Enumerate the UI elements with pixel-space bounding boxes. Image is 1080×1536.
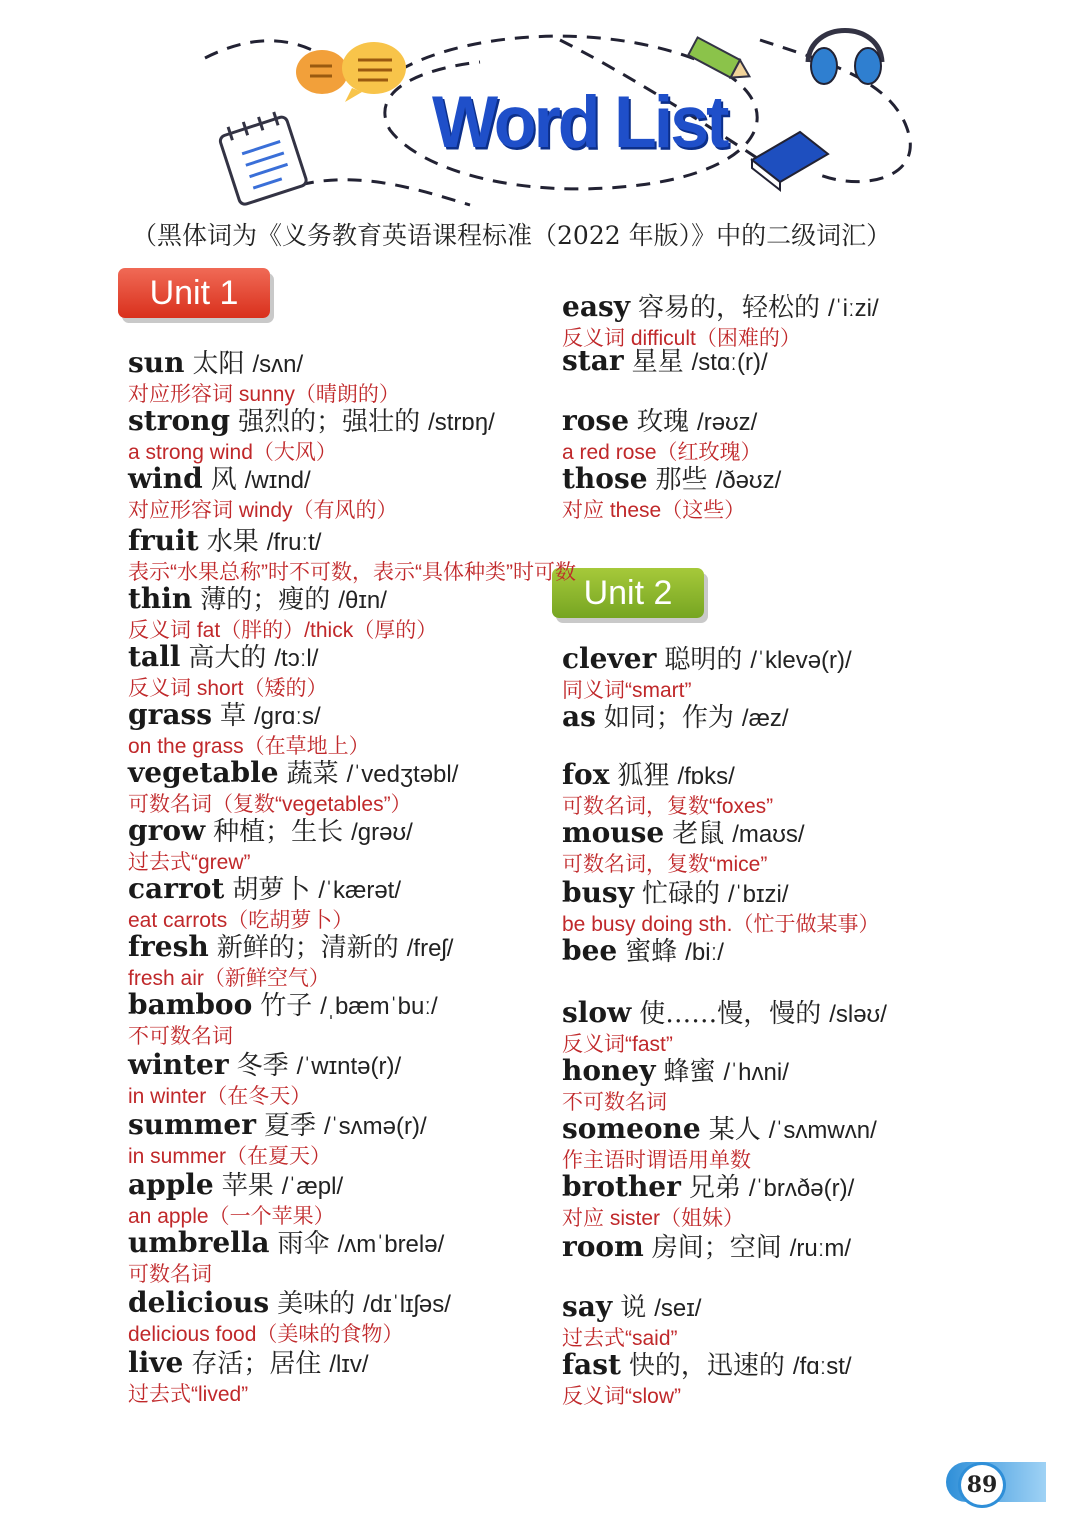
- headword: star: [562, 344, 624, 377]
- usage-note: 不可数名词: [128, 1025, 233, 1048]
- chinese-meaning: 冬季: [236, 1051, 289, 1081]
- headword: thin: [128, 582, 193, 615]
- phonetic: /ˈkærət/: [318, 877, 402, 904]
- word-entry-headline: [562, 404, 762, 440]
- word-entry-headline: [128, 404, 495, 440]
- headphones-icon: [808, 31, 882, 85]
- word-entry-headline: [562, 934, 724, 970]
- word-entry-headline: [128, 582, 437, 618]
- phonetic: /fɒks/: [677, 763, 735, 790]
- word-entry: [128, 582, 437, 644]
- word-entry-headline: [562, 816, 805, 852]
- word-entry: [128, 814, 413, 876]
- headword: bamboo: [128, 988, 253, 1021]
- headword: honey: [562, 1054, 656, 1087]
- phonetic: /ˈwɪntə(r)/: [296, 1053, 402, 1080]
- phonetic: /grəʊ/: [351, 819, 413, 846]
- phonetic: /ˈsʌmwʌn/: [768, 1117, 877, 1144]
- phonetic: /ˌbæmˈbuː/: [320, 993, 438, 1020]
- word-entry-headline: [128, 640, 328, 676]
- unit-1-badge: Unit 1: [118, 268, 270, 318]
- phonetic: /ˈbrʌðə(r)/: [748, 1175, 855, 1202]
- chinese-meaning: 如同；作为: [603, 703, 734, 733]
- chinese-meaning: 薄的；瘦的: [200, 585, 331, 615]
- word-entry: [128, 1346, 369, 1408]
- headword: live: [128, 1346, 184, 1379]
- usage-note: 同义词“smart”: [562, 679, 692, 702]
- phonetic: /ðəʊz/: [715, 467, 782, 494]
- word-entry-headline: [562, 1290, 701, 1326]
- phonetic: /æz/: [741, 705, 789, 732]
- headword: vegetable: [128, 756, 279, 789]
- word-entry-headline: [128, 1108, 427, 1144]
- headword: sun: [128, 346, 185, 379]
- word-entry: [128, 1286, 451, 1348]
- phonetic: /seɪ/: [654, 1295, 702, 1322]
- phonetic: /ˈklevə(r)/: [750, 647, 852, 674]
- word-entry-headline: [562, 642, 852, 678]
- usage-note: 过去式“said”: [562, 1327, 678, 1350]
- phonetic: /ˈsʌmə(r)/: [323, 1113, 427, 1140]
- usage-note: 对应形容词 windy（有风的）: [128, 499, 398, 522]
- chinese-meaning: 雨伞: [277, 1229, 330, 1259]
- chinese-meaning: 苹果: [221, 1171, 274, 1201]
- phonetic: /strɒŋ/: [428, 409, 495, 436]
- word-entry: [562, 1348, 852, 1410]
- word-entry: [128, 640, 328, 702]
- headword: mouse: [562, 816, 665, 849]
- chinese-meaning: 忙碌的: [641, 879, 720, 909]
- word-entry-headline: [562, 462, 781, 498]
- usage-note: 对应 sister（姐妹）: [562, 1207, 745, 1230]
- headword: fast: [562, 1348, 621, 1381]
- chinese-meaning: 种植；生长: [213, 817, 344, 847]
- chinese-meaning: 说: [620, 1293, 647, 1323]
- phonetic: /biː/: [685, 939, 724, 966]
- word-entry-headline: [128, 988, 438, 1024]
- book-icon: [752, 132, 828, 190]
- usage-note: in winter（在冬天）: [128, 1085, 312, 1108]
- chinese-meaning: 星星: [631, 347, 684, 377]
- chinese-meaning: 蔬菜: [286, 759, 339, 789]
- word-entry-headline: [562, 1230, 851, 1266]
- usage-note: fresh air（新鲜空气）: [128, 967, 330, 990]
- phonetic: /maʊs/: [732, 821, 805, 848]
- usage-note: an apple（一个苹果）: [128, 1205, 335, 1228]
- headword: as: [562, 700, 596, 733]
- word-entry-headline: [128, 756, 458, 792]
- usage-note: eat carrots（吃胡萝卜）: [128, 909, 354, 932]
- usage-note: 过去式“grew”: [128, 851, 251, 874]
- chinese-meaning: 聪明的: [664, 645, 743, 675]
- chinese-meaning: 使……慢，慢的: [639, 999, 822, 1029]
- phonetic: /ˈiːzi/: [828, 295, 879, 322]
- headword: say: [562, 1290, 613, 1323]
- word-entry-headline: [562, 290, 879, 326]
- word-entry: [562, 816, 805, 878]
- chinese-meaning: 老鼠: [672, 819, 725, 849]
- word-entry: [562, 462, 781, 524]
- phonetic: /ˈbɪzi/: [727, 881, 789, 908]
- usage-note: 过去式“lived”: [128, 1383, 249, 1406]
- headword: grow: [128, 814, 206, 847]
- word-entry: [562, 1230, 851, 1266]
- usage-note: 反义词“fast”: [562, 1033, 673, 1056]
- word-entry-headline: [562, 1112, 877, 1148]
- chinese-meaning: 新鲜的；清新的: [216, 933, 399, 963]
- chinese-meaning: 胡萝卜: [232, 875, 311, 905]
- phonetic: /dɪˈlɪʃəs/: [363, 1291, 451, 1318]
- word-entry: [562, 876, 879, 938]
- word-entry: [128, 462, 398, 524]
- phonetic: /ˈvedʒtəbl/: [346, 761, 459, 788]
- usage-note: 可数名词（复数“vegetables”）: [128, 793, 412, 816]
- word-entry: [562, 404, 762, 466]
- usage-note: 对应 these（这些）: [562, 499, 746, 522]
- unit-2-badge: Unit 2: [552, 568, 704, 618]
- phonetic: /θɪn/: [338, 587, 387, 614]
- page-title: Word List: [432, 81, 727, 163]
- word-entry-headline: [562, 996, 887, 1032]
- word-entry-headline: [562, 1170, 854, 1206]
- chinese-meaning: 夏季: [263, 1111, 316, 1141]
- speech-bubble-icon: [296, 42, 406, 102]
- word-entry: [562, 1112, 877, 1174]
- phonetic: /wɪnd/: [244, 467, 311, 494]
- usage-note: in summer（在夏天）: [128, 1145, 332, 1168]
- word-entry: [128, 1048, 401, 1110]
- chinese-meaning: 草: [220, 701, 247, 731]
- word-entry-headline: [128, 872, 401, 908]
- usage-note: be busy doing sth.（忙于做某事）: [562, 913, 880, 936]
- word-entry: [128, 346, 400, 408]
- word-entry: [128, 524, 576, 586]
- headword: fresh: [128, 930, 209, 963]
- word-entry: [562, 344, 768, 380]
- chinese-meaning: 太阳: [192, 349, 245, 379]
- headword: rose: [562, 404, 630, 437]
- headword: apple: [128, 1168, 214, 1201]
- word-entry-headline: [128, 524, 576, 560]
- headword: wind: [128, 462, 203, 495]
- word-entry-headline: [128, 1346, 369, 1382]
- word-entry: [562, 996, 887, 1058]
- chinese-meaning: 容易的，轻松的: [638, 293, 821, 323]
- page-number: 89: [958, 1462, 1006, 1508]
- chinese-meaning: 兄弟: [688, 1173, 741, 1203]
- word-entry-headline: [562, 1348, 852, 1384]
- phonetic: /ˈæpl/: [281, 1173, 344, 1200]
- headword: tall: [128, 640, 181, 673]
- word-entry-headline: [562, 1054, 789, 1090]
- word-entry: [562, 700, 789, 736]
- usage-note: 不可数名词: [562, 1091, 667, 1114]
- chinese-meaning: 某人: [708, 1115, 761, 1145]
- word-entry: [128, 872, 401, 934]
- usage-note: 可数名词，复数“foxes”: [562, 795, 774, 818]
- word-entry: [128, 1108, 427, 1170]
- phonetic: /sʌn/: [252, 351, 304, 378]
- word-entry-headline: [562, 758, 773, 794]
- phonetic: /rəʊz/: [697, 409, 758, 436]
- word-entry: [128, 756, 458, 818]
- usage-note: 作主语时谓语用单数: [562, 1149, 751, 1172]
- headword: delicious: [128, 1286, 270, 1319]
- phonetic: /grɑːs/: [254, 703, 321, 730]
- headword: someone: [562, 1112, 701, 1145]
- headword: fruit: [128, 524, 199, 557]
- word-entry-headline: [128, 1286, 451, 1322]
- phonetic: /fɑːst/: [792, 1353, 852, 1380]
- word-entry-headline: [562, 876, 879, 912]
- word-entry: [128, 404, 495, 466]
- pencil-icon: [688, 37, 754, 85]
- usage-note: 反义词 difficult（困难的）: [562, 327, 801, 350]
- word-entry: [562, 1170, 854, 1232]
- headword: winter: [128, 1048, 229, 1081]
- usage-note: 反义词 fat（胖的）/thick（厚的）: [128, 619, 438, 642]
- word-entry: [562, 1290, 701, 1352]
- word-entry: [562, 290, 879, 352]
- chinese-meaning: 高大的: [188, 643, 267, 673]
- word-entry: [562, 758, 773, 820]
- word-entry: [128, 1168, 343, 1230]
- headword: summer: [128, 1108, 256, 1141]
- notepad-icon: [217, 109, 308, 206]
- headword: easy: [562, 290, 630, 323]
- word-entry: [562, 934, 724, 970]
- usage-note: 表示“水果总称”时不可数，表示“具体种类”时可数: [128, 561, 576, 584]
- word-entry-headline: [128, 698, 370, 734]
- chinese-meaning: 蜜蜂: [625, 937, 678, 967]
- usage-note: delicious food（美味的食物）: [128, 1323, 404, 1346]
- chinese-meaning: 水果: [206, 527, 259, 557]
- usage-note: 反义词“slow”: [562, 1385, 681, 1408]
- word-entry-headline: [128, 1168, 343, 1204]
- headword: clever: [562, 642, 657, 675]
- word-entry-headline: [128, 814, 413, 850]
- chinese-meaning: 强烈的；强壮的: [238, 407, 421, 437]
- chinese-meaning: 快的，迅速的: [628, 1351, 785, 1381]
- phonetic: /lɪv/: [329, 1351, 369, 1378]
- word-entry-headline: [128, 1226, 444, 1262]
- phonetic: /ruːm/: [789, 1235, 852, 1262]
- word-entry: [128, 988, 438, 1050]
- headword: room: [562, 1230, 644, 1263]
- subtitle-note: （黑体词为《义务教育英语课程标准（2022 年版）》中的二级词汇）: [132, 221, 892, 250]
- word-entry-headline: [128, 462, 398, 498]
- usage-note: on the grass（在草地上）: [128, 735, 370, 758]
- headword: umbrella: [128, 1226, 270, 1259]
- word-entry-headline: [562, 344, 768, 380]
- phonetic: /sləʊ/: [829, 1001, 887, 1028]
- usage-note: 可数名词，复数“mice”: [562, 853, 768, 876]
- word-entry-headline: [128, 1048, 401, 1084]
- phonetic: /stɑː(r)/: [691, 349, 768, 376]
- headword: those: [562, 462, 648, 495]
- chinese-meaning: 风: [210, 465, 237, 495]
- chinese-meaning: 存活；居住: [191, 1349, 322, 1379]
- word-entry: [128, 930, 453, 992]
- word-entry: [562, 642, 852, 704]
- headword: slow: [562, 996, 632, 1029]
- phonetic: /freʃ/: [406, 935, 454, 962]
- word-entry: [562, 1054, 789, 1116]
- headword: fox: [562, 758, 610, 791]
- usage-note: a red rose（红玫瑰）: [562, 441, 762, 464]
- chinese-meaning: 蜂蜜: [663, 1057, 716, 1087]
- usage-note: 反义词 short（矮的）: [128, 677, 328, 700]
- phonetic: /fruːt/: [266, 529, 322, 556]
- phonetic: /ˈhʌni/: [723, 1059, 789, 1086]
- chinese-meaning: 狐狸: [617, 761, 670, 791]
- chinese-meaning: 美味的: [277, 1289, 356, 1319]
- headword: brother: [562, 1170, 681, 1203]
- usage-note: a strong wind（大风）: [128, 441, 337, 464]
- usage-note: 可数名词: [128, 1263, 212, 1286]
- word-entry-headline: [562, 700, 789, 736]
- headword: bee: [562, 934, 618, 967]
- word-entry-headline: [128, 346, 400, 382]
- usage-note: 对应形容词 sunny（晴朗的）: [128, 383, 400, 406]
- word-entry: [128, 1226, 444, 1288]
- headword: strong: [128, 404, 231, 437]
- chinese-meaning: 那些: [655, 465, 708, 495]
- word-entry: [128, 698, 370, 760]
- chinese-meaning: 房间；空间: [651, 1233, 782, 1263]
- word-entry-headline: [128, 930, 453, 966]
- chinese-meaning: 竹子: [260, 991, 313, 1021]
- phonetic: /ʌmˈbrelə/: [337, 1231, 445, 1258]
- chinese-meaning: 玫瑰: [637, 407, 690, 437]
- phonetic: /tɔːl/: [274, 645, 319, 672]
- headword: carrot: [128, 872, 225, 905]
- headword: grass: [128, 698, 212, 731]
- headword: busy: [562, 876, 634, 909]
